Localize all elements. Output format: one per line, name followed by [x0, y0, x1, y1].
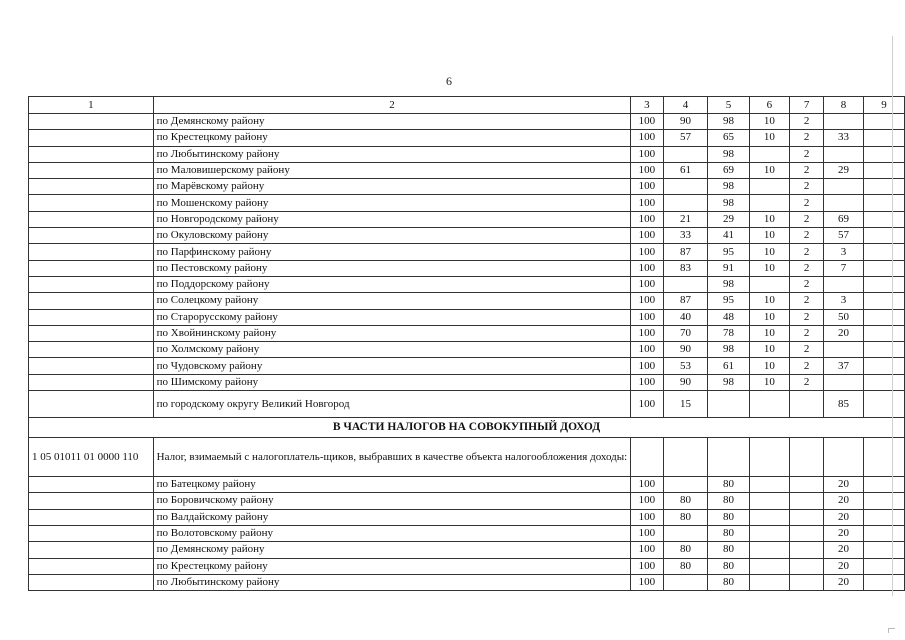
value-cell-8	[824, 342, 864, 358]
code-cell	[29, 574, 154, 590]
table-row	[29, 293, 905, 309]
value-cell-9	[864, 309, 905, 325]
value-cell-7: 2	[790, 162, 824, 178]
value-cell-3: 100	[631, 293, 663, 309]
value-cell-3: 100	[631, 114, 663, 130]
value-cell-6	[749, 574, 789, 590]
district-cell: по Парфинскому району	[153, 244, 631, 260]
value-cell-4: 53	[663, 358, 708, 374]
code-cell	[29, 211, 154, 227]
column-header: 3	[631, 97, 663, 114]
table-row	[29, 211, 905, 227]
table-row	[29, 358, 905, 374]
value-cell-8: 20	[824, 493, 864, 509]
value-cell-3: 100	[631, 244, 663, 260]
value-cell-4: 70	[663, 325, 708, 341]
value-cell-6	[749, 525, 789, 541]
value-cell-3: 100	[631, 477, 663, 493]
value-cell-8: 33	[824, 130, 864, 146]
table-row	[29, 244, 905, 260]
code-cell	[29, 179, 154, 195]
code-cell	[29, 244, 154, 260]
code-cell	[29, 374, 154, 390]
column-header: 2	[153, 97, 631, 114]
empty-cell	[790, 438, 824, 477]
value-cell-7	[790, 391, 824, 418]
column-header: 1	[29, 97, 154, 114]
value-cell-5: 80	[708, 493, 749, 509]
value-cell-4: 15	[663, 391, 708, 418]
value-cell-9	[864, 358, 905, 374]
value-cell-5: 78	[708, 325, 749, 341]
value-cell-8: 20	[824, 509, 864, 525]
value-cell-6	[749, 542, 789, 558]
value-cell-8: 20	[824, 525, 864, 541]
value-cell-7: 2	[790, 309, 824, 325]
value-cell-4: 80	[663, 493, 708, 509]
value-cell-5: 95	[708, 244, 749, 260]
table-row	[29, 325, 905, 341]
value-cell-4: 57	[663, 130, 708, 146]
value-cell-7: 2	[790, 146, 824, 162]
table-row	[29, 309, 905, 325]
value-cell-5: 80	[708, 509, 749, 525]
value-cell-5: 80	[708, 542, 749, 558]
value-cell-7	[790, 525, 824, 541]
value-cell-3: 100	[631, 509, 663, 525]
value-cell-6	[749, 477, 789, 493]
empty-cell	[864, 438, 905, 477]
empty-cell	[749, 438, 789, 477]
value-cell-9	[864, 244, 905, 260]
value-cell-3: 100	[631, 162, 663, 178]
value-cell-6	[749, 276, 789, 292]
value-cell-9	[864, 325, 905, 341]
code-cell	[29, 509, 154, 525]
value-cell-8: 20	[824, 574, 864, 590]
district-cell: по Пестовскому району	[153, 260, 631, 276]
value-cell-4: 83	[663, 260, 708, 276]
empty-cell	[708, 438, 749, 477]
table-row	[29, 493, 905, 509]
value-cell-4	[663, 195, 708, 211]
value-cell-3: 100	[631, 130, 663, 146]
value-cell-9	[864, 179, 905, 195]
table-row	[29, 162, 905, 178]
table-row	[29, 130, 905, 146]
district-cell: по городскому округу Великий Новгород	[153, 391, 631, 418]
value-cell-7	[790, 509, 824, 525]
table-row	[29, 509, 905, 525]
value-cell-6: 10	[749, 374, 789, 390]
value-cell-9	[864, 525, 905, 541]
district-cell: по Хвойнинскому району	[153, 325, 631, 341]
value-cell-4	[663, 525, 708, 541]
code-cell	[29, 542, 154, 558]
tax-row	[29, 438, 905, 477]
value-cell-8: 3	[824, 293, 864, 309]
value-cell-4	[663, 146, 708, 162]
district-cell: по Боровичскому району	[153, 493, 631, 509]
code-cell	[29, 228, 154, 244]
value-cell-5: 48	[708, 309, 749, 325]
page-number: 6	[446, 74, 452, 88]
section-title: В ЧАСТИ НАЛОГОВ НА СОВОКУПНЫЙ ДОХОД	[29, 418, 905, 438]
empty-cell	[824, 438, 864, 477]
value-cell-9	[864, 493, 905, 509]
value-cell-5: 69	[708, 162, 749, 178]
value-cell-3: 100	[631, 211, 663, 227]
value-cell-4: 21	[663, 211, 708, 227]
value-cell-3: 100	[631, 374, 663, 390]
value-cell-9	[864, 558, 905, 574]
value-cell-3: 100	[631, 542, 663, 558]
district-cell: по Окуловскому району	[153, 228, 631, 244]
table-row	[29, 374, 905, 390]
value-cell-4	[663, 574, 708, 590]
value-cell-9	[864, 391, 905, 418]
value-cell-8	[824, 195, 864, 211]
value-cell-5: 80	[708, 477, 749, 493]
value-cell-7	[790, 574, 824, 590]
district-cell: по Новгородскому району	[153, 211, 631, 227]
value-cell-6: 10	[749, 260, 789, 276]
value-cell-5: 98	[708, 374, 749, 390]
value-cell-9	[864, 146, 905, 162]
value-cell-5: 98	[708, 276, 749, 292]
code-cell	[29, 114, 154, 130]
empty-cell	[631, 438, 663, 477]
table-row	[29, 391, 905, 418]
value-cell-5	[708, 391, 749, 418]
value-cell-8	[824, 179, 864, 195]
value-cell-9	[864, 342, 905, 358]
district-cell: по Солецкому району	[153, 293, 631, 309]
value-cell-9	[864, 162, 905, 178]
column-header: 4	[663, 97, 708, 114]
code-cell	[29, 146, 154, 162]
value-cell-6	[749, 391, 789, 418]
value-cell-4: 90	[663, 114, 708, 130]
value-cell-4: 80	[663, 509, 708, 525]
value-cell-6: 10	[749, 244, 789, 260]
value-cell-9	[864, 374, 905, 390]
value-cell-3: 100	[631, 325, 663, 341]
value-cell-6: 10	[749, 211, 789, 227]
value-cell-6: 10	[749, 325, 789, 341]
value-cell-7	[790, 542, 824, 558]
district-cell: по Чудовскому району	[153, 358, 631, 374]
district-cell: по Любытинскому району	[153, 574, 631, 590]
value-cell-8: 20	[824, 542, 864, 558]
value-cell-6	[749, 493, 789, 509]
value-cell-7: 2	[790, 342, 824, 358]
table-row	[29, 260, 905, 276]
value-cell-9	[864, 276, 905, 292]
value-cell-9	[864, 293, 905, 309]
value-cell-7: 2	[790, 211, 824, 227]
scan-edge-line	[892, 36, 893, 596]
value-cell-7: 2	[790, 114, 824, 130]
value-cell-5: 61	[708, 358, 749, 374]
value-cell-8: 20	[824, 477, 864, 493]
code-cell	[29, 325, 154, 341]
value-cell-4	[663, 276, 708, 292]
distribution-table	[28, 96, 905, 591]
value-cell-5: 65	[708, 130, 749, 146]
value-cell-6	[749, 195, 789, 211]
value-cell-8: 20	[824, 558, 864, 574]
value-cell-6	[749, 558, 789, 574]
value-cell-3: 100	[631, 342, 663, 358]
value-cell-8: 69	[824, 211, 864, 227]
value-cell-4: 40	[663, 309, 708, 325]
table-row	[29, 114, 905, 130]
district-cell: по Старорусскому району	[153, 309, 631, 325]
table-row	[29, 179, 905, 195]
value-cell-9	[864, 542, 905, 558]
value-cell-3: 100	[631, 493, 663, 509]
value-cell-3: 100	[631, 391, 663, 418]
value-cell-7	[790, 493, 824, 509]
code-cell	[29, 195, 154, 211]
value-cell-4: 80	[663, 558, 708, 574]
table-row	[29, 542, 905, 558]
value-cell-5: 80	[708, 558, 749, 574]
value-cell-7: 2	[790, 325, 824, 341]
column-header: 8	[824, 97, 864, 114]
value-cell-5: 98	[708, 342, 749, 358]
value-cell-7: 2	[790, 228, 824, 244]
value-cell-6: 10	[749, 114, 789, 130]
value-cell-9	[864, 260, 905, 276]
column-header: 7	[790, 97, 824, 114]
scan-mark	[888, 628, 895, 633]
table-row	[29, 228, 905, 244]
value-cell-3: 100	[631, 358, 663, 374]
column-header: 5	[708, 97, 749, 114]
value-cell-4: 87	[663, 244, 708, 260]
code-cell	[29, 558, 154, 574]
code-cell	[29, 276, 154, 292]
district-cell: по Крестецкому району	[153, 130, 631, 146]
value-cell-5: 41	[708, 228, 749, 244]
value-cell-7: 2	[790, 358, 824, 374]
code-cell	[29, 260, 154, 276]
empty-cell	[663, 438, 708, 477]
value-cell-5: 98	[708, 179, 749, 195]
table-row	[29, 195, 905, 211]
code-cell	[29, 391, 154, 418]
district-cell: по Мошенскому району	[153, 195, 631, 211]
value-cell-6: 10	[749, 309, 789, 325]
value-cell-6: 10	[749, 130, 789, 146]
value-cell-8: 3	[824, 244, 864, 260]
budget-code: 1 05 01011 01 0000 110	[29, 438, 154, 477]
value-cell-8: 57	[824, 228, 864, 244]
value-cell-6	[749, 179, 789, 195]
district-cell: по Поддорскому району	[153, 276, 631, 292]
value-cell-9	[864, 509, 905, 525]
code-cell	[29, 525, 154, 541]
district-cell: по Крестецкому району	[153, 558, 631, 574]
value-cell-5: 29	[708, 211, 749, 227]
value-cell-7: 2	[790, 179, 824, 195]
value-cell-3: 100	[631, 179, 663, 195]
district-cell: по Марёвскому району	[153, 179, 631, 195]
district-cell: по Демянскому району	[153, 542, 631, 558]
value-cell-3: 100	[631, 276, 663, 292]
table-row	[29, 276, 905, 292]
value-cell-9	[864, 228, 905, 244]
value-cell-7: 2	[790, 260, 824, 276]
value-cell-5: 80	[708, 574, 749, 590]
value-cell-5: 98	[708, 146, 749, 162]
table-row	[29, 477, 905, 493]
code-cell	[29, 493, 154, 509]
district-cell: по Демянскому району	[153, 114, 631, 130]
value-cell-9	[864, 130, 905, 146]
value-cell-4: 90	[663, 374, 708, 390]
value-cell-8	[824, 114, 864, 130]
value-cell-6	[749, 146, 789, 162]
value-cell-9	[864, 114, 905, 130]
value-cell-6: 10	[749, 358, 789, 374]
value-cell-6: 10	[749, 228, 789, 244]
value-cell-7: 2	[790, 195, 824, 211]
value-cell-8: 37	[824, 358, 864, 374]
value-cell-5: 95	[708, 293, 749, 309]
table-row	[29, 574, 905, 590]
value-cell-4: 80	[663, 542, 708, 558]
value-cell-7: 2	[790, 244, 824, 260]
column-number-row	[29, 97, 905, 114]
value-cell-8: 29	[824, 162, 864, 178]
value-cell-9	[864, 195, 905, 211]
value-cell-6: 10	[749, 342, 789, 358]
value-cell-6	[749, 509, 789, 525]
code-cell	[29, 293, 154, 309]
value-cell-5: 98	[708, 114, 749, 130]
district-cell: по Батецкому району	[153, 477, 631, 493]
value-cell-4: 61	[663, 162, 708, 178]
value-cell-8	[824, 276, 864, 292]
code-cell	[29, 358, 154, 374]
code-cell	[29, 162, 154, 178]
value-cell-8: 20	[824, 325, 864, 341]
section-row	[29, 418, 905, 438]
column-header: 9	[864, 97, 905, 114]
value-cell-8: 50	[824, 309, 864, 325]
value-cell-8: 7	[824, 260, 864, 276]
value-cell-3: 100	[631, 195, 663, 211]
value-cell-4: 87	[663, 293, 708, 309]
code-cell	[29, 309, 154, 325]
value-cell-9	[864, 574, 905, 590]
district-cell: по Холмскому району	[153, 342, 631, 358]
value-cell-3: 100	[631, 574, 663, 590]
table-row	[29, 342, 905, 358]
value-cell-5: 91	[708, 260, 749, 276]
value-cell-8: 85	[824, 391, 864, 418]
value-cell-8	[824, 374, 864, 390]
district-cell: по Валдайскому району	[153, 509, 631, 525]
value-cell-6: 10	[749, 293, 789, 309]
district-cell: по Шимскому району	[153, 374, 631, 390]
value-cell-5: 98	[708, 195, 749, 211]
value-cell-7	[790, 477, 824, 493]
tax-description: Налог, взимаемый с налогоплатель-щиков, выбравших в качестве объекта налогообложения доходы:	[153, 438, 631, 477]
code-cell	[29, 477, 154, 493]
district-cell: по Любытинскому району	[153, 146, 631, 162]
value-cell-4: 90	[663, 342, 708, 358]
value-cell-3: 100	[631, 228, 663, 244]
value-cell-9	[864, 477, 905, 493]
district-cell: по Маловишерскому району	[153, 162, 631, 178]
value-cell-9	[864, 211, 905, 227]
value-cell-3: 100	[631, 260, 663, 276]
value-cell-4	[663, 477, 708, 493]
value-cell-3: 100	[631, 309, 663, 325]
value-cell-3: 100	[631, 525, 663, 541]
code-cell	[29, 342, 154, 358]
table-row	[29, 558, 905, 574]
table-row	[29, 146, 905, 162]
value-cell-7: 2	[790, 374, 824, 390]
table-row	[29, 525, 905, 541]
value-cell-3: 100	[631, 558, 663, 574]
value-cell-6: 10	[749, 162, 789, 178]
value-cell-4	[663, 179, 708, 195]
district-cell: по Волотовскому району	[153, 525, 631, 541]
value-cell-7: 2	[790, 276, 824, 292]
value-cell-7: 2	[790, 130, 824, 146]
value-cell-4: 33	[663, 228, 708, 244]
value-cell-8	[824, 146, 864, 162]
value-cell-7	[790, 558, 824, 574]
value-cell-3: 100	[631, 146, 663, 162]
value-cell-7: 2	[790, 293, 824, 309]
column-header: 6	[749, 97, 789, 114]
value-cell-5: 80	[708, 525, 749, 541]
code-cell	[29, 130, 154, 146]
